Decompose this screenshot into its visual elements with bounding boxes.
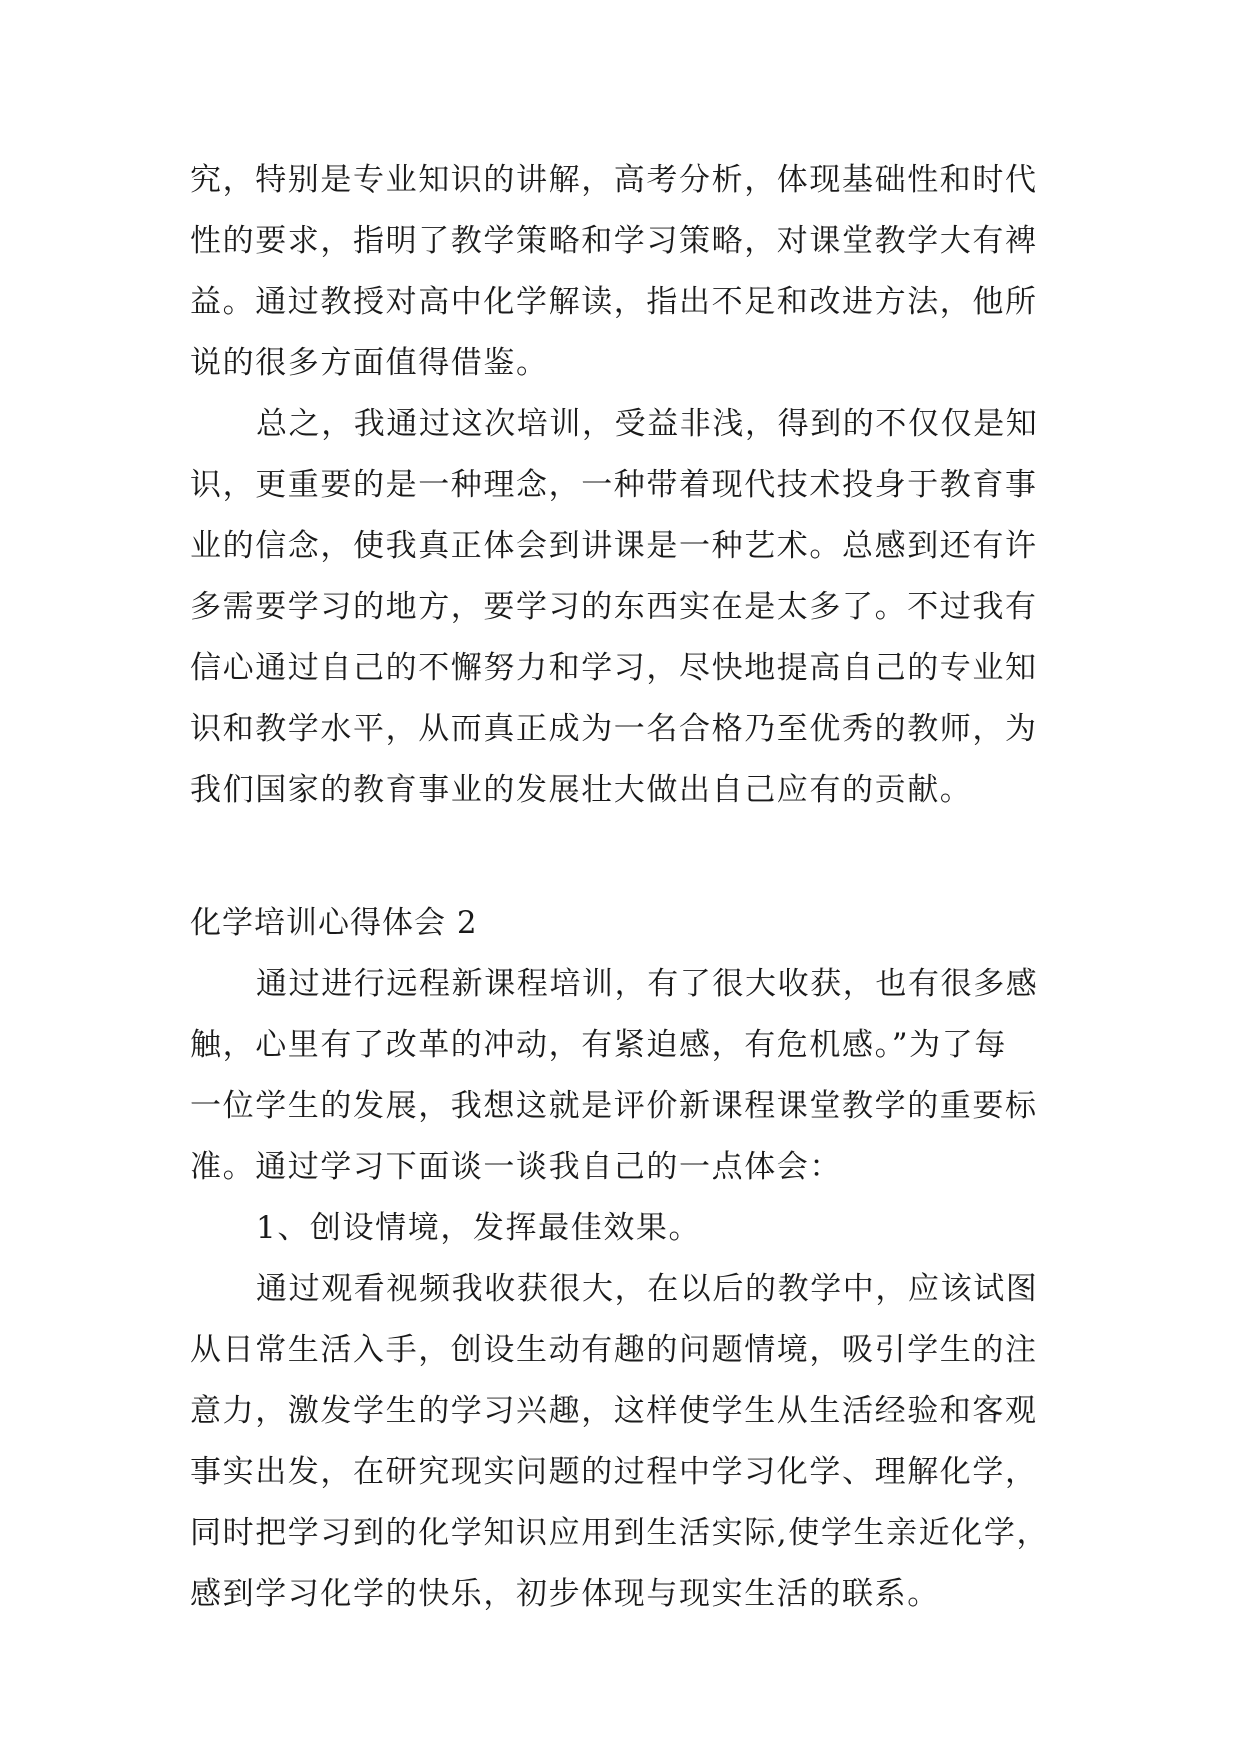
paragraph-line: 准。通过学习下面谈一谈我自己的一点体会：	[190, 1149, 842, 1185]
paragraph-line: 识和教学水平，从而真正成为一名合格乃至优秀的教师，为	[190, 711, 1038, 747]
paragraph-line: 通过观看视频我收获很大，在以后的教学中，应该试图	[256, 1271, 1039, 1307]
document-page	[190, 160, 1060, 1635]
paragraph-line: 信心通过自己的不懈努力和学习，尽快地提高自己的专业知	[190, 650, 1038, 686]
paragraph-line: 感到学习化学的快乐，初步体现与现实生活的联系。	[190, 1576, 940, 1612]
paragraph-line: 意力，激发学生的学习兴趣，这样使学生从生活经验和客观	[190, 1393, 1038, 1429]
paragraph-line: 性的要求，指明了教学策略和学习策略，对课堂教学大有裨	[190, 223, 1038, 259]
paragraph-line: 识，更重要的是一种理念，一种带着现代技术投身于教育事	[190, 467, 1038, 503]
list-item-heading: 1、创设情境，发挥最佳效果。	[256, 1210, 702, 1246]
paragraph-line: 究，特别是专业知识的讲解，高考分析，体现基础性和时代	[190, 162, 1038, 198]
paragraph-line: 多需要学习的地方，要学习的东西实在是太多了。不过我有	[190, 589, 1038, 625]
paragraph-line: 一位学生的发展，我想这就是评价新课程课堂教学的重要标	[190, 1088, 1038, 1124]
paragraph-line: 从日常生活入手，创设生动有趣的问题情境，吸引学生的注	[190, 1332, 1038, 1368]
paragraph-line: 通过进行远程新课程培训，有了很大收获，也有很多感	[256, 966, 1039, 1002]
paragraph-line: 说的很多方面值得借鉴。	[190, 345, 549, 381]
paragraph-line: 同时把学习到的化学知识应用到生活实际,使学生亲近化学，	[190, 1515, 1050, 1551]
paragraph-line: 事实出发，在研究现实问题的过程中学习化学、理解化学，	[190, 1454, 1038, 1490]
paragraph-line: 我们国家的教育事业的发展壮大做出自己应有的贡献。	[190, 772, 973, 808]
paragraph-line: 益。通过教授对高中化学解读，指出不足和改进方法，他所	[190, 284, 1038, 320]
paragraph-line: 业的信念，使我真正体会到讲课是一种艺术。总感到还有许	[190, 528, 1038, 564]
section-gap	[190, 831, 1060, 903]
paragraph-line: 触，心里有了改革的冲动，有紧迫感，有危机感。”为了每	[190, 1027, 1007, 1063]
section-title: 化学培训心得体会 2	[190, 905, 478, 941]
paragraph-line: 总之，我通过这次培训，受益非浅，得到的不仅仅是知	[256, 406, 1039, 442]
